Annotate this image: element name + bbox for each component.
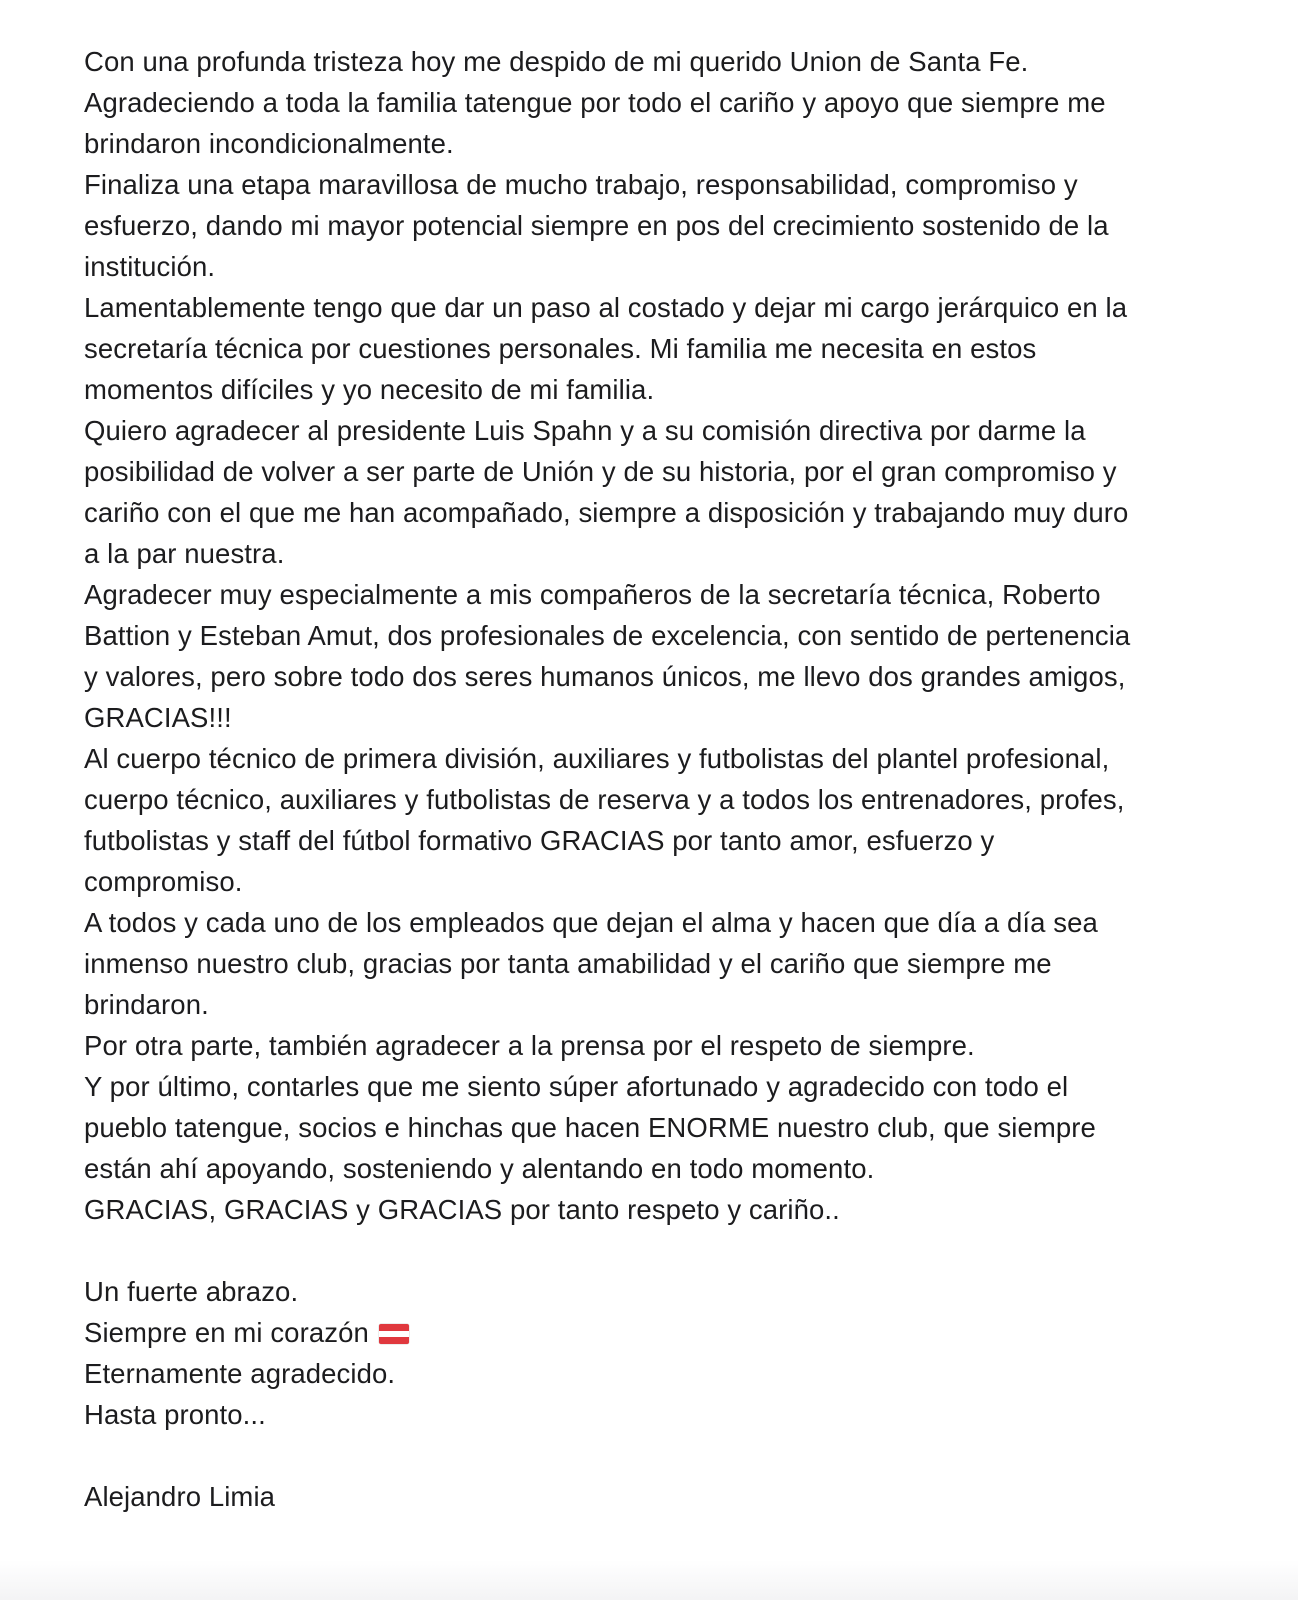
closing-line-abrazo: Un fuerte abrazo. bbox=[84, 1276, 299, 1307]
message-line: Por otra parte, también agradecer a la prensa por el respeto de siempre. bbox=[84, 1030, 975, 1061]
message-line: cariño con el que me han acompañado, siempre a disposición y trabajando muy duro bbox=[84, 497, 1129, 528]
message-line: Agradecer muy especialmente a mis compañeros de la secretaría técnica, Roberto bbox=[84, 579, 1101, 610]
message-line: a la par nuestra. bbox=[84, 538, 285, 569]
bottom-shadow bbox=[0, 1560, 1298, 1600]
message-line: GRACIAS!!! bbox=[84, 702, 232, 733]
message-line: Lamentablemente tengo que dar un paso al costado y dejar mi cargo jerárquico en la bbox=[84, 292, 1128, 323]
message-line: posibilidad de volver a ser parte de Unión y de su historia, por el gran compromiso y bbox=[84, 456, 1117, 487]
message-line: cuerpo técnico, auxiliares y futbolistas de reserva y a todos los entrenadores, profes, bbox=[84, 784, 1125, 815]
note-body bbox=[84, 41, 1224, 1517]
message-line: Agradeciendo a toda la familia tatengue por todo el cariño y apoyo que siempre me bbox=[84, 87, 1106, 118]
closing-line-corazon bbox=[84, 1312, 1224, 1353]
message-line: brindaron. bbox=[84, 989, 209, 1020]
message-paragraphs bbox=[84, 41, 1224, 1230]
message-line: futbolistas y staff del fútbol formativo GRACIAS por tanto amor, esfuerzo y bbox=[84, 825, 995, 856]
message-line: están ahí apoyando, sosteniendo y alentando en todo momento. bbox=[84, 1153, 875, 1184]
signature: Alejandro Limia bbox=[84, 1481, 276, 1512]
closing-line-hasta-pronto: Hasta pronto... bbox=[84, 1399, 266, 1430]
message-line: Con una profunda tristeza hoy me despido de mi querido Union de Santa Fe. bbox=[84, 46, 1029, 77]
closing-line-agradecido: Eternamente agradecido. bbox=[84, 1358, 396, 1389]
message-line: Al cuerpo técnico de primera división, auxiliares y futbolistas del plantel profesional, bbox=[84, 743, 1110, 774]
message-line: y valores, pero sobre todo dos seres humanos únicos, me llevo dos grandes amigos, bbox=[84, 661, 1126, 692]
message-line: compromiso. bbox=[84, 866, 243, 897]
message-line: institución. bbox=[84, 251, 216, 282]
message-line: esfuerzo, dando mi mayor potencial siempre en pos del crecimiento sostenido de la bbox=[84, 210, 1109, 241]
message-line: momentos difíciles y yo necesito de mi familia. bbox=[84, 374, 655, 405]
message-line: Battion y Esteban Amut, dos profesionales de excelencia, con sentido de pertenencia bbox=[84, 620, 1131, 651]
message-line: A todos y cada uno de los empleados que dejan el alma y hacen que día a día sea bbox=[84, 907, 1098, 938]
message-line: pueblo tatengue, socios e hinchas que hacen ENORME nuestro club, que siempre bbox=[84, 1112, 1096, 1143]
message-line: inmenso nuestro club, gracias por tanta amabilidad y el cariño que siempre me bbox=[84, 948, 1052, 979]
message-line: Y por último, contarles que me siento súper afortunado y agradecido con todo el bbox=[84, 1071, 1069, 1102]
message-line: Finaliza una etapa maravillosa de mucho trabajo, responsabilidad, compromiso y bbox=[84, 169, 1078, 200]
closing-line-corazon-text: Siempre en mi corazón bbox=[84, 1317, 369, 1348]
message-line: GRACIAS, GRACIAS y GRACIAS por tanto respeto y cariño.. bbox=[84, 1194, 840, 1225]
union-flag-icon bbox=[379, 1324, 409, 1344]
message-line: Quiero agradecer al presidente Luis Spahn y a su comisión directiva por darme la bbox=[84, 415, 1086, 446]
spacer bbox=[84, 1230, 1224, 1271]
spacer bbox=[84, 1435, 1224, 1476]
message-line: secretaría técnica por cuestiones personales. Mi familia me necesita en estos bbox=[84, 333, 1037, 364]
message-line: brindaron incondicionalmente. bbox=[84, 128, 454, 159]
